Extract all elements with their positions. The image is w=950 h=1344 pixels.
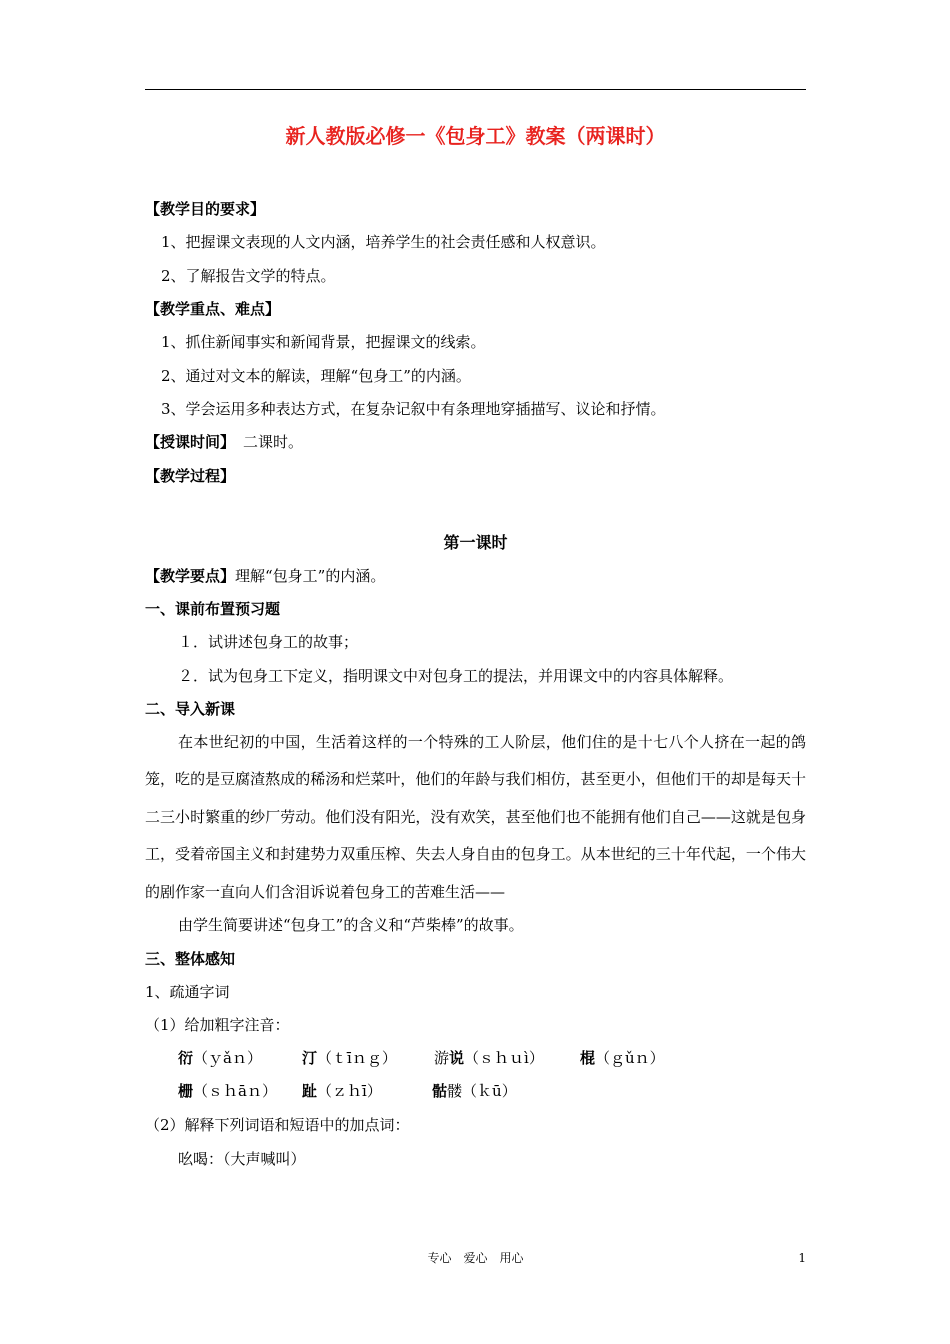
objectives-heading: 【教学目的要求】 [145, 200, 266, 218]
keypoints-heading: 【教学重点、难点】 [145, 300, 281, 318]
time-heading: 【授课时间】 [145, 433, 236, 451]
preview-item: １．试讲述包身工的故事； [178, 633, 359, 651]
plain-char: 髅 [447, 1082, 463, 1100]
document-title: 新人教版必修一《包身工》教案（两课时） [285, 124, 666, 148]
pinyin: （ｚｈī） [317, 1082, 382, 1100]
pinyin-entry [434, 1047, 544, 1069]
pinyin: （ｙǎｎ） [193, 1049, 262, 1067]
focus-label: 【教学要点】 [145, 567, 236, 585]
bold-char: 棍 [580, 1049, 596, 1067]
section-heading: 二、导入新课 [145, 700, 236, 718]
keypoint-item: 2、通过对文本的解读，理解“包身工”的内涵。 [161, 367, 471, 385]
plain-char: 游 [434, 1049, 450, 1067]
pinyin: （ｇǔｎ） [595, 1049, 665, 1067]
preview-item: ２．试为包身工下定义，指明课文中对包身工的提法，并用课文中的内容具体解释。 [178, 667, 734, 685]
time-value: 二课时。 [243, 433, 304, 451]
section-heading: 三、整体感知 [145, 950, 236, 968]
objective-item: 1、把握课文表现的人文内涵，培养学生的社会责任感和人权意识。 [161, 233, 606, 251]
keypoint-item: 1、抓住新闻事实和新闻背景，把握课文的线索。 [161, 333, 486, 351]
footer-motto: 专心 爱心 用心 [427, 1251, 524, 1265]
subsection-heading: 1、疏通字词 [145, 983, 230, 1001]
section-heading: 一、课前布置预习题 [145, 600, 281, 618]
pinyin: （ｓｈāｎ） [193, 1082, 277, 1100]
vocab-item: 吆喝：（大声喊叫） [178, 1150, 306, 1168]
objective-item: 2、了解报告文学的特点。 [161, 267, 336, 285]
pinyin-entry [580, 1047, 665, 1069]
bold-char: 骷 [432, 1082, 448, 1100]
bold-char: 汀 [302, 1049, 318, 1067]
pinyin-entry [302, 1047, 397, 1069]
pinyin-entry [302, 1080, 382, 1102]
page-number: 1 [798, 1251, 806, 1265]
bold-char: 栅 [178, 1082, 194, 1100]
bold-char: 趾 [302, 1082, 318, 1100]
pinyin-entry [178, 1047, 262, 1069]
intro-paragraph: 在本世纪初的中国，生活着这样的一个特殊的工人阶层，他们住的是十七八个人挤在一起的鸽笼，吃的是豆腐渣熬成的稀汤和烂菜叶，他们的年龄与我们相仿，甚至更小，但他们干的却是每天十二三小时繁重的纱厂劳动。他们没有阳光，没有欢笑，甚至他们也不能拥有他们自己——这就是包身工，受着帝国主义和封建势力双重压榨、失去人身自由的包身工。从本世纪的三十年代起，一个伟大的剧作家一直向人们含泪诉说着包身工的苦难生活—— [145, 733, 806, 901]
process-heading: 【教学过程】 [145, 467, 236, 485]
bold-char: 说 [449, 1049, 465, 1067]
pinyin: （ｋū） [462, 1082, 517, 1100]
lesson1-heading: 第一课时 [443, 533, 508, 552]
bold-char: 衍 [178, 1049, 194, 1067]
pinyin-entry [432, 1080, 517, 1102]
lesson1-focus [145, 565, 385, 587]
header-rule [145, 89, 806, 90]
question-label: （2）解释下列词语和短语中的加点词： [145, 1116, 410, 1134]
focus-text: 理解“包身工”的内涵。 [235, 567, 386, 585]
pinyin-entry [178, 1080, 277, 1102]
pinyin: （ｓｈｕì） [464, 1049, 544, 1067]
intro-note: 由学生简要讲述“包身工”的含义和“芦柴棒”的故事。 [178, 916, 524, 934]
keypoint-item: 3、学会运用多种表达方式，在复杂记叙中有条理地穿插描写、议论和抒情。 [161, 400, 666, 418]
question-label: （1）给加粗字注音： [145, 1016, 290, 1034]
time-line [145, 431, 303, 453]
pinyin: （ｔīｎｇ） [317, 1049, 397, 1067]
